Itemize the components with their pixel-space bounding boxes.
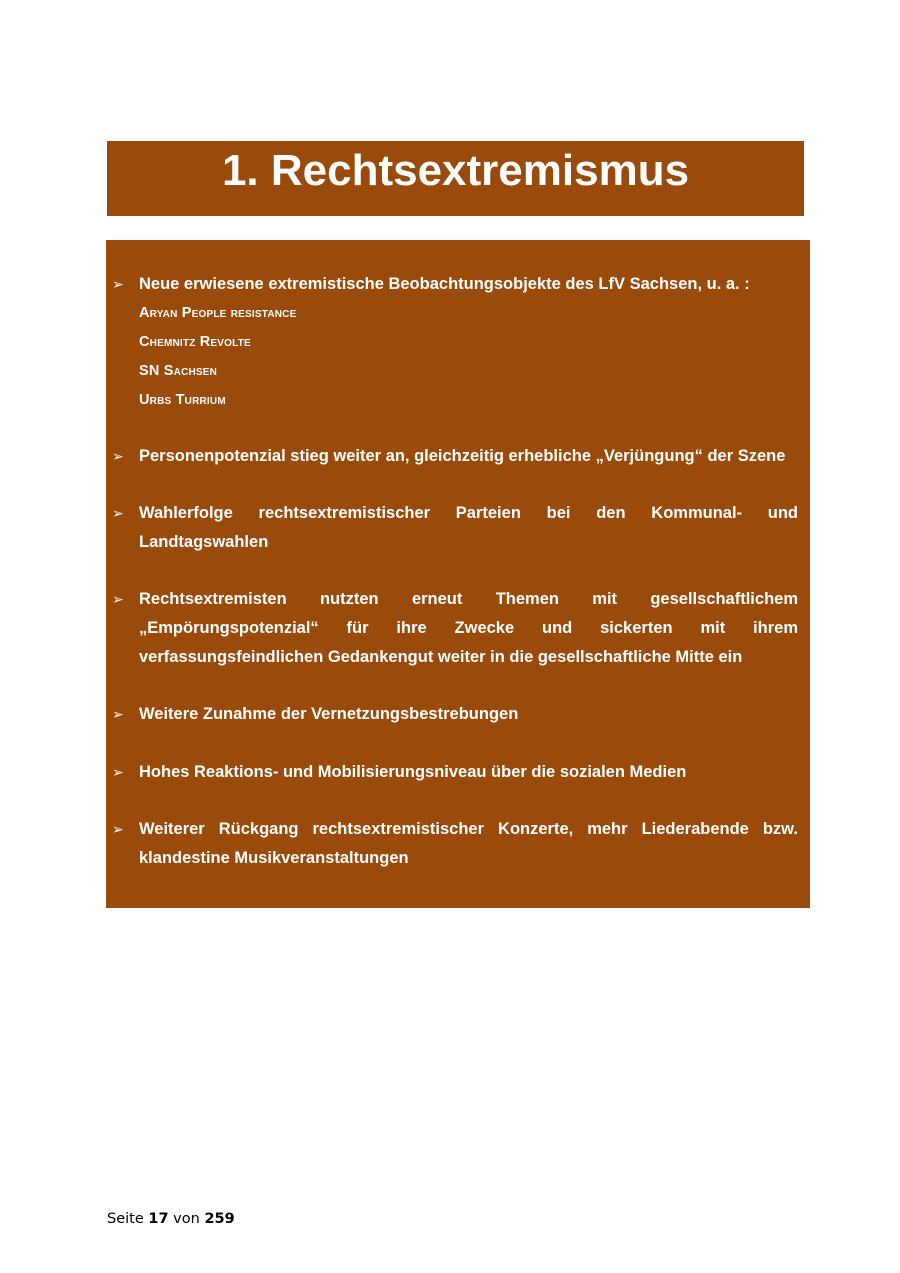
- bullet-text: Hohes Reaktions- und Mobilisierungsniveau über die sozialen Medien: [139, 763, 687, 781]
- page-footer: [107, 1211, 235, 1227]
- bullet-text: Rechtsextremisten nutzten erneut Themen mit gesellschaftlichem „Empörungspotenzial“ für ihre Zwecke und sickerten mit ihrem verfassungsfeindlichen Gedankengut weiter in die gesellschaftliche Mitte ein: [139, 590, 798, 666]
- list-item: Aryan People resistance: [139, 305, 297, 321]
- arrow-bullet-icon: ➢: [112, 505, 124, 521]
- list-item: SN Sachsen: [139, 363, 218, 379]
- bullet-text: Weiterer Rückgang rechtsextremistischer Konzerte, mehr Liederabende bzw. klandestine Musikveranstaltungen: [139, 820, 798, 867]
- arrow-bullet-icon: ➢: [112, 276, 124, 292]
- arrow-bullet-icon: ➢: [112, 764, 124, 780]
- chapter-title: 1. Rechtsextremismus: [221, 146, 690, 195]
- total-page-count: 259: [204, 1211, 235, 1227]
- observation-objects-list: [139, 299, 798, 415]
- bullet-text: Wahlerfolge rechtsextremistischer Parteien bei den Kommunal- und Landtagswahlen: [139, 504, 798, 551]
- bullet-text: Personenpotenzial stieg weiter an, gleichzeitig erhebliche „Verjüngung“ der Szene: [139, 447, 786, 465]
- footer-prefix: Seite: [107, 1211, 144, 1227]
- footer-middle: von: [173, 1211, 200, 1227]
- arrow-bullet-icon: ➢: [112, 706, 124, 722]
- summary-box: [106, 240, 810, 908]
- arrow-bullet-icon: ➢: [112, 591, 124, 607]
- current-page-number: 17: [148, 1211, 169, 1227]
- list-item: Chemnitz Revolte: [139, 334, 251, 350]
- list-item: Urbs Turrium: [139, 392, 226, 408]
- bullet-text: Neue erwiesene extremistische Beobachtungsobjekte des LfV Sachsen, u. a. :: [139, 275, 750, 293]
- arrow-bullet-icon: ➢: [112, 821, 124, 837]
- bullet-text: Weitere Zunahme der Vernetzungsbestrebungen: [139, 705, 519, 723]
- chapter-title-banner: [107, 141, 804, 216]
- arrow-bullet-icon: ➢: [112, 448, 124, 464]
